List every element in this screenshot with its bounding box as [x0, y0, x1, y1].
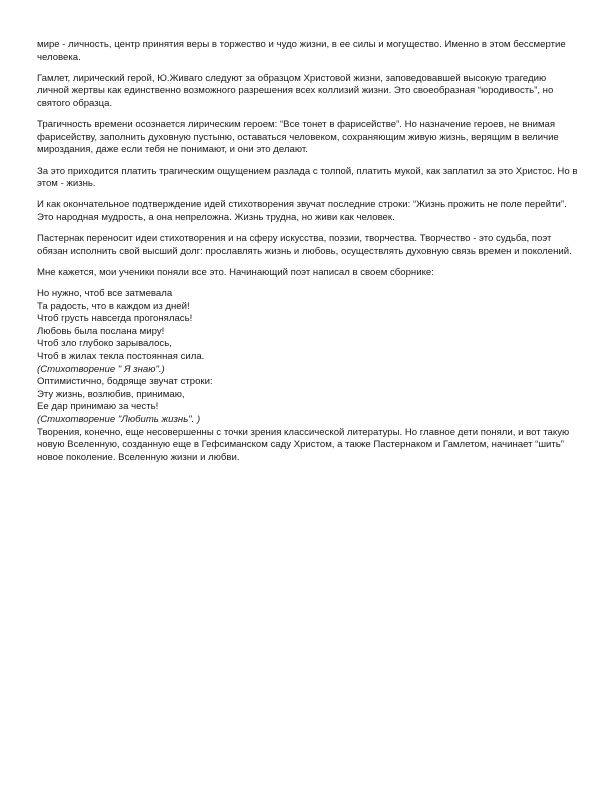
- poem-line: Та радость, что в каждом из дней!: [37, 300, 190, 312]
- poem-line: Любовь была послана миру!: [37, 325, 165, 337]
- poem-source-citation: (Стихотворение "Любить жизнь". ): [37, 414, 201, 425]
- poem-source-citation: (Стихотворение " Я знаю".): [37, 363, 165, 375]
- paragraph-4: За это приходится платить трагическим ощущением разлада с толпой, платить мукой, как заплатил за это Христос. Но в этом - жизнь.: [37, 165, 578, 190]
- paragraph-2: Гамлет, лирический герой, Ю.Живаго следуют за образцом Христовой жизни, заповедовавшей высокую трагедию личной жертвы как единственно возможного разрешения всех коллизий жизни. Это своеобразная “юродивость”, но святого образца.: [37, 72, 554, 109]
- poem-line: Ее дар принимаю за честь!: [37, 401, 159, 413]
- paragraph-3: Трагичность времени осознается лирическим героем: “Все тонет в фарисействе”. Но назначение героев, не внимая фарисейству, заполнить духовную пустыню, оставаться человеком, сохраняющим живую жизнь, верящим в величие мироздания, даже если тебя не понимают, и они это делают.: [37, 119, 559, 156]
- poem-line: Но нужно, чтоб все затмевала: [37, 288, 173, 300]
- poem-line: Чтоб зло глубоко зарывалось,: [37, 338, 172, 350]
- poem-block: [37, 288, 579, 427]
- poem-line: Чтоб грусть навсегда прогонялась!: [37, 313, 193, 325]
- document-page: [37, 39, 579, 473]
- poem-line: Эту жизнь, возлюбив, принимаю,: [37, 388, 185, 400]
- closing-paragraph: Творения, конечно, еще несовершенны с точки зрения классической литературы. Но главное дети поняли, и вот такую новую Вселенную, созданную еще в Гефсиманском саду Христом, а также Пастернаком и Гамлетом, начинает “шить” новое поколение. Вселенную жизни и любви.: [37, 426, 570, 463]
- paragraph-7: Мне кажется, мои ученики поняли все это. Начинающий поэт написал в своем сборнике:: [37, 266, 434, 278]
- paragraph-1: мире - личность, центр принятия веры в торжество и чудо жизни, в ее силы и могущество. Именно в этом бессмертие человека.: [37, 39, 566, 63]
- paragraph-5: И как окончательное подтверждение идей стихотворения звучат последние строки: “Жизнь прожить не поле перейти”. Это народная мудрость, а она непреложна. Жизнь трудна, но живи как человек.: [37, 199, 567, 223]
- paragraph-6: Пастернак переносит идеи стихотворения и на сферу искусства, поэзии, творчества. Творчество - это судьба, поэт обязан исполнить свой высший долг: прославлять жизнь и любовь, осуществлять духовную связь времен и поколений.: [37, 233, 572, 257]
- poem-intro-text: Оптимистично, бодряще звучат строки:: [37, 376, 213, 388]
- poem-line: Чтоб в жилах текла постоянная сила.: [37, 351, 205, 363]
